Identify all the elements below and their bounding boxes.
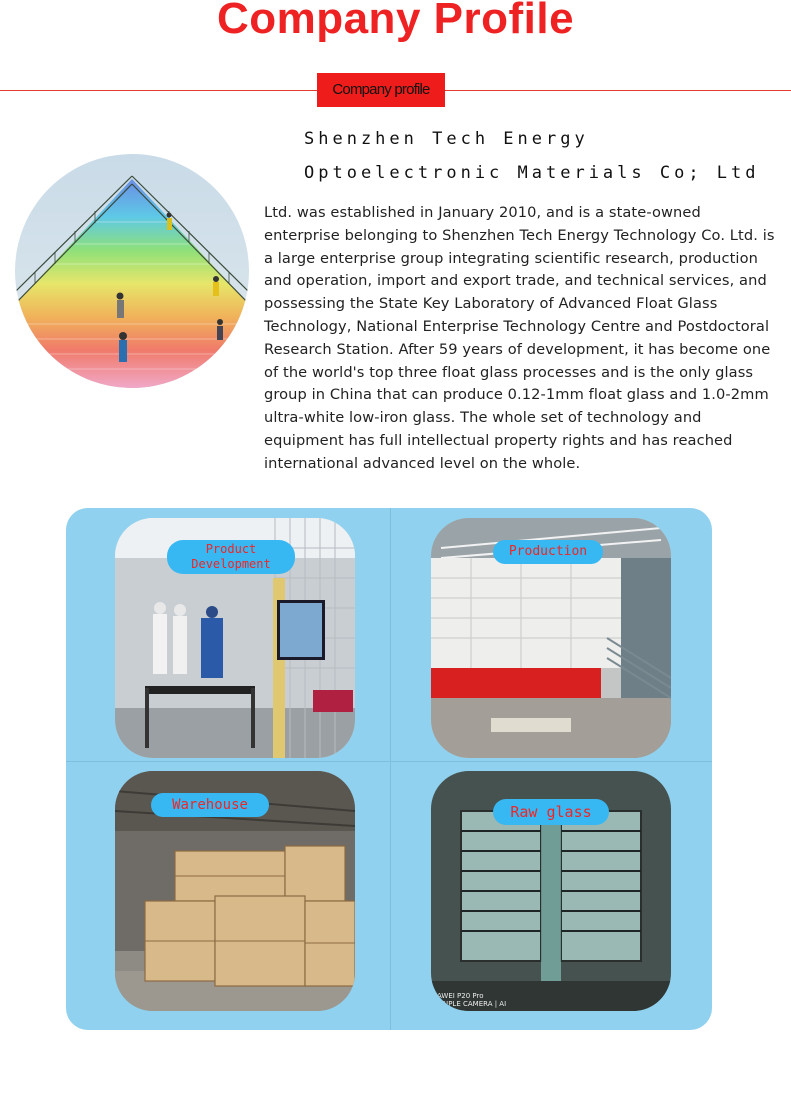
warehouse-label: Warehouse [151,793,269,817]
production-photo [431,518,671,758]
company-name-line2: Optoelectronic Materials Co; Ltd [304,163,760,183]
production-label: Production [493,540,603,564]
company-name [304,122,760,190]
page-title: Company Profile [216,0,575,43]
company-description: Ltd. was established in January 2010, and is a state-owned enterprise belonging to Shenzhen Tech Energy Technology Co. Ltd. is a large enterprise group integrating scientific research, production and operation, import and export trade, and technical services, and possessing the State Key Laboratory of Advanced Float Glass Technology, National Enterprise Technology Centre and Postdoctoral Research Station. After 59 years of development, it has become one of the world's top three float glass processes and is the only glass group in China that can produce 0.12-1mm float glass and 1.0-2mm ultra-white low-iron glass. The whole set of technology and equipment has full intellectual property rights and has reached international advanced level on the whole. [264,204,775,472]
product-development-label-line1: Product [205,542,257,556]
rainbow-walkway-photo [15,154,249,388]
product-development-label [167,540,295,574]
gallery-divider-vertical [390,508,391,1030]
product-development-label-line2: Development [191,557,271,571]
raw-glass-label: Raw glass [493,799,609,825]
product-development-photo [115,518,355,758]
company-name-line1: Shenzhen Tech Energy [304,129,589,149]
warehouse-photo [115,771,355,1011]
section-tag: Company profile [317,73,445,107]
camera-watermark-line2: TRIPLE CAMERA | AI [437,1000,507,1008]
camera-watermark-line1: AWEI P20 Pro [437,992,484,1000]
raw-glass-photo [431,771,671,1011]
gallery-divider-horizontal [66,761,712,762]
camera-watermark [437,992,506,1008]
